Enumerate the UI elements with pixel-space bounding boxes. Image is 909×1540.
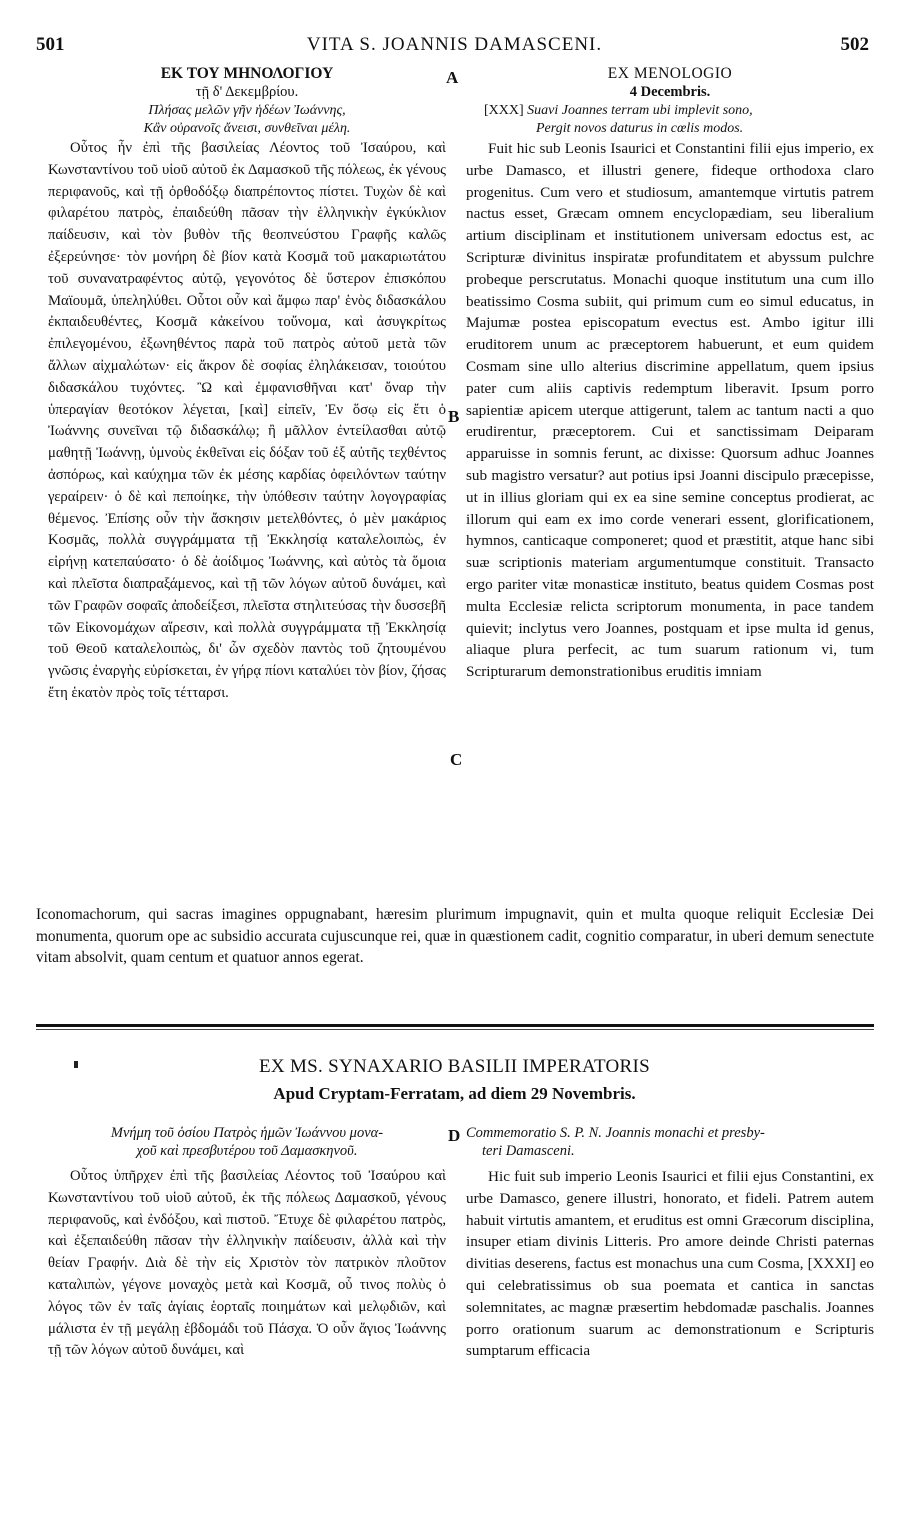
section-rule-thin	[36, 1029, 874, 1030]
greek-menologion-column	[48, 64, 446, 896]
margin-letter-a: A	[446, 68, 459, 87]
greek-commemoration-line-2: χοῦ καὶ πρεσβυτέρου τοῦ Δαμασκηνοῦ.	[136, 1143, 358, 1159]
latin-body-text: Fuit hic sub Leonis Isaurici et Constantini filii ejus imperio, ex urbe Damasco, et illustri genere, fideque orthodoxa claro progenitus. Cum vero et studiosum, amantemque virtutis patrem nactus esset, Græcam omnem encyclopædiam, seu liberalium artium disciplinam et institutionem universam edoctus est, ac Scripturæ divinitus inspiratæ profunditatem et abyssum pulchre probeque perscrutatus. Monachi quoque institutum una cum illo beatissimo Cosma subiit, qui primum cum eo simul educatus, in Majumæ postea episcopatum evectus est. Ambo igitur illi eruditorem unum ac præceptorem habuerunt, et eum quidem Cosmam sine ullo alterius discrimine appellatum, quem ipsius pater cum aliis captivis redemptum liberavit. Ipsum porro sapientiæ apicem uterque attigerunt, talem ac tantum nacti a quo erudirentur, præceptorem. Cui et sanctissimam Deiparam apparuisse in somnis ferunt, ac dixisse: Quorsum adhuc Joannes sub magistro versatur? aut potius ipsi Joanni discipulo præcepisse, ut in illius gloriam qui ex ea sine semine conceptus prodierat, ac illorum qui eam ex imo corde venerari essent, glorificationem, hymnos, canticaque componeret; quod et præstitit, atque hanc sibi suæ scriptionis materiam argumentumque constituit. Transacto ergo pariter vitæ monasticæ instituto, beatus quidem Cosmas post multa Ecclesiæ relicta scriptorum monumenta, in pace tandem quievit; inclytus vero Joannes, postquam et ipse multa id genus, aliaque plura perfecit, ac tum suarum rationum vi, tum Scripturarum demonstrationibus eruditis imniam	[466, 140, 874, 681]
greek-body-text: Οὗτος ἦν ἐπὶ τῆς βασιλείας Λέοντος τοῦ Ἰσαύρου, καὶ Κωνσταντίνου τοῦ υἱοῦ αὐτοῦ ἐκ Δαμασκοῦ τῆς πόλεως, ἐκ γένους περιφανοῦς, καὶ τῇ ὀρθοδόξῳ διαπρέποντος πίστει. Τυχὼν δὲ καὶ φιλαρέτου πατρὸς, ἐπαιδεύθη πᾶσαν τὴν ἑλληνικὴν ἐγκύκλιον παίδευσιν, καὶ τὸν βυθὸν τῆς θεοπνεύστου Γραφῆς καλῶς ἐξερεύνησε· τὸν μονήρη δὲ βίον κατὰ Κοσμᾶ τοῦ μακαριωτάτου τοῦ συνανατραφέντος αὐτῷ, γεγονότος δὲ ὕστερον ἐπισκόπου Μαϊουμᾶ, ὑπεληλύθει. Οὗτοι οὖν καὶ ἄμφω παρ' ἑνὸς διδασκάλου ἐκπαιδευθέντες, Κοσμᾶ κἀκείνου τοὔνομα, καὶ ἀσυγκρίτως ἐπιλεγομένου, ἐξωνηθέντος παρὰ τοῦ πατρὸς αὐτοῦ μετὰ τῶν ἄλλων αἰχμαλώτων· εἰς ἄκρον δὲ σοφίας ἐληλάκεισαν, τοιούτου διδασκάλου τυχόντες. Ὢ καὶ ἐμφανισθῆναι κατ' ὄναρ τὴν ὑπεραγίαν θεοτόκον λέγεται, [καὶ] εἰπεῖν, Ἐν ὅσῳ εἰς ἔτι ὁ Ἰωάννης συνεῖναι τῷ διδασκάλῳ; ἢ μᾶλλον ἐντείλασθαι αὐτῷ μαθητῇ Ἰωάννῃ, ὑμνοὺς ἐκθεῖναι εἰς δόξαν τοῦ ἐξ αὐτῆς τεχθέντος ἀσπόρως, καὶ καύχημα τῶν ἐκ μέσης καρδίας ὀφειλόντων ταύτην γεραίρειν· ὁ δὲ καὶ πεποίηκε, τὴν ὑπόθεσιν ταύτην λογογραφίας θέμενος. Ἐπίσης οὖν τὴν ἄσκησιν μετελθόντες, ὁ μὲν μακάριος Κοσμᾶς, πολλὰ συγγράμματα τῇ Ἐκκλησίᾳ καταλελοιπὼς, ἐν εἰρήνῃ κατεπαύσατο· ὁ δὲ ἀοίδιμος Ἰωάννης, καὶ αὐτὸς τὰ ὅμοια καὶ πλεῖστα διαπραξάμενος, καὶ τῇ τῶν λόγων αὐτοῦ δυνάμει, καὶ τῶν Γραφῶν σοφαῖς ἀποδείξεσι, πλεῖστα στηλιτεύσας τὴν δυσσεβῆ τῶν Εἰκονομάχων αἵρεσιν, καὶ πολλὰ συγγράμματα τῇ Ἐκκλησίᾳ τοῦ Θεοῦ καταλελοιπὼς, δι' ὧν σχεδὸν παντὸς τοῦ ζητουμένου γνῶσις ἐναργὴς εὑρίσκεται, ἐν γήρᾳ πίονι καταλύει τὸν βίον, ζήσας ἔτη ἑκατὸν πρὸς τοῖς τέτταρσι.	[48, 140, 446, 701]
latin-verse-line-1: Suavi Joannes terram ubi implevit sono,	[527, 103, 753, 118]
latin-commemoration-line-1: Commemoratio S. P. N. Joannis monachi et presby-	[466, 1125, 765, 1141]
greek-commemoration-line-1: Μνήμη τοῦ ὁσίου Πατρὸς ἡμῶν Ἰωάννου μονα-	[110, 1125, 384, 1141]
latin-continuation-text: Iconomachorum, qui sacras imagines oppugnabant, hæresim plurimum impugnavit, quin et multa quoque reliquit Ecclesiæ Dei monumenta, quorum ope ac subsidio accurata cujuscunque rei, quæ in quæstionem cadit, cognitio comparatur, in uberi demum senectute vitam absolvit, quam centum et quatuor annos egerat.	[36, 906, 874, 967]
latin-heading: EX MENOLOGIO	[607, 65, 733, 82]
latin-synaxarium-column	[466, 1124, 874, 1524]
margin-letter-d: D	[448, 1126, 461, 1145]
verse-note-label: [XXX]	[484, 103, 524, 118]
latin-verse-line-2: Pergit novos daturus in cœlis modos.	[536, 121, 744, 136]
running-head	[0, 34, 909, 58]
greek-synaxarium-column	[48, 1124, 446, 1524]
latin-synaxarium-body: Hic fuit sub imperio Leonis Isaurici et filii ejus Constantini, ex urbe Damasco, genere illustri, honorato, et fideli. Patrem autem habuit virtutis amantem, et eruditus est omni Græcorum disciplina, insuper etiam divinis Litteris. Pro amore deinde Christi paternas divitias deserens, factus est monachus una cum Cosma, [XXXI] eo qui celebratissimus ob sua poemata et cantica in sanctas solemnitates, ac magnæ præsertim hebdomadæ paschalis. Joannes porro orationum suarum ac demonstrationum e Scripturis sumptarum efficacia	[466, 1168, 874, 1360]
latin-commemoration-heading	[466, 1124, 874, 1160]
section-rule	[36, 1024, 874, 1027]
page-number-left: 501	[36, 34, 65, 55]
margin-letter-b: B	[448, 407, 460, 426]
greek-verse-line-1: Πλήσας μελῶν γῆν ἡδέων Ἰωάννης,	[148, 103, 346, 118]
latin-continuation	[36, 904, 874, 969]
greek-heading: ΕΚ ΤΟΥ ΜΗΝΟΛΟΓΙΟΥ	[160, 65, 334, 82]
greek-date: τῇ δ' Δεκεμβρίου.	[195, 84, 299, 100]
greek-synaxarium-body: Οὗτος ὑπῆρχεν ἐπὶ τῆς βασιλείας Λέοντος τοῦ Ἰσαύρου καὶ Κωνσταντίνου τοῦ υἱοῦ αὐτοῦ, ἐκ τῆς πόλεως Δαμασκοῦ, γένους περιφανοῦς, καὶ ἐνδόξου, καὶ πιστοῦ. Ἔτυχε δὲ φιλαρέτου πατρὸς, καὶ ἐξεπαιδεύθη πᾶσαν τὴν ἑλληνικὴν παίδευσιν, ἀλλὰ καὶ τὴν θείαν Γραφήν. Διὰ δὲ τὴν εἰς Χριστὸν τὸν πατρικὸν πλοῦτον καταλιπὼν, γέγονε μοναχὸς μετὰ καὶ Κοσμᾶ, οὗ τινος πολὺς ὁ λόγος τῶν ἐν ταῖς ἁγίαις ἑορταῖς ποιημάτων καὶ μελῳδιῶν, καὶ μάλιστα ἐν τῇ μεγάλῃ ἑβδομάδι τοῦ Πάσχα. Ὁ οὖν ἅγιος Ἰωάννης τῇ τῶν λόγων αὐτοῦ δυνάμει, καὶ	[48, 1168, 446, 1359]
greek-verse-line-2: Κἂν οὐρανοῖς ἄνεισι, συνθεῖναι μέλη.	[143, 121, 351, 136]
latin-menologion-column	[466, 64, 874, 896]
latin-commemoration-line-2: teri Damasceni.	[482, 1143, 575, 1159]
running-title: VITA S. JOANNIS DAMASCENI.	[306, 34, 603, 55]
latin-date: 4 Decembris.	[629, 84, 711, 100]
latin-verse	[466, 102, 874, 138]
page-number-right: 502	[840, 34, 869, 55]
synaxarium-subtitle: Apud Cryptam-Ferratam, ad diem 29 Novembris.	[273, 1084, 636, 1103]
margin-letter-c: C	[450, 750, 463, 769]
synaxarium-title: EX MS. SYNAXARIO BASILII IMPERATORIS	[258, 1056, 650, 1077]
